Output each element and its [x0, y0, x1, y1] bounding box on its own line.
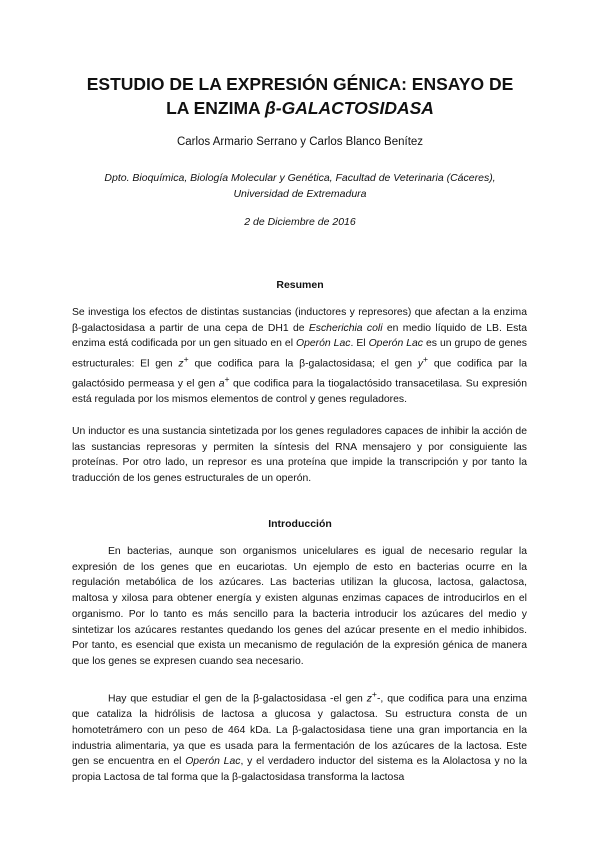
intro-p2-text-a: Hay que estudiar el gen de la β-galactosidasa -el gen — [108, 693, 367, 705]
abstract-p1-text-k: que codifica par la galactósido permeasa y el gen — [72, 358, 527, 390]
affiliation-line-1: Dpto. Bioquímica, Biología Molecular y Genética, Facultad de Veterinaria (Cáceres), — [104, 172, 496, 184]
publication-date: 2 de Diciembre de 2016 — [244, 216, 356, 228]
abstract-paragraph-1 — [72, 305, 527, 408]
affiliation-line-2: Universidad de Extremadura — [233, 188, 367, 200]
abstract-p1-text-e: . El — [350, 338, 369, 350]
title-line-2 — [40, 96, 560, 120]
author-list: Carlos Armario Serrano y Carlos Blanco Benítez — [176, 136, 424, 148]
abstract-heading: Resumen — [276, 279, 324, 291]
gene-a-superscript: + — [224, 374, 230, 385]
introduction-paragraph-1: En bacterias, aunque son organismos unicelulares es igual de necesario regular la expresión de los genes que en eucariotas. Un ejemplo de esto en bacterias ocurre en la regulación metabólica de los azúcares. Las bacterias utilizan la glucosa, lactosa, galactosa, maltosa y xilosa para obtener energía y existen algunas enzimas capaces de introducirlos en el organismo. Por lo tanto es más sencillo para la bacteria introducir los azúcares del medio y sintetizar los azúcares restantes quedando los genes del azúcar presente en el medio inhibidos. Por tanto, es esencial que exista un mecanismo de regulación de la expresión génica de manera que los genes se expresen cuando sea necesario. — [72, 546, 527, 667]
affiliation — [40, 170, 560, 202]
title-line-1: ESTUDIO DE LA EXPRESIÓN GÉNICA: ENSAYO DE — [86, 74, 514, 94]
intro-p2-text-e: , y el verdadero inductor del sistema es la Alolactosa y no la propia Lactosa de tal forma que la β-galactosidasa transforma la lactosa — [72, 756, 527, 783]
gene-z-superscript: + — [183, 354, 189, 365]
operon-name: Operón Lac — [368, 338, 423, 350]
operon-name: Operón Lac — [185, 756, 241, 768]
operon-name: Operón Lac — [296, 338, 351, 350]
abstract-p1-text-m: que codifica para la tiogalactósido transacetilasa. Su expresión está regulada por los mismos elementos de control y genes reguladores. — [72, 378, 527, 406]
abstract-p1-text-g: es un grupo de genes estructurales: El gen — [72, 338, 527, 370]
paper-title — [40, 72, 560, 120]
gene-z: z — [366, 693, 372, 705]
title-line-2-prefix: LA ENZIMA — [166, 98, 265, 118]
abstract-p1-text-c: en medio líquido de LB. Esta enzima está codificada por un gen situado en el — [72, 322, 528, 350]
title-enzyme-name: β-GALACTOSIDASA — [264, 98, 434, 118]
gene-y-superscript: + — [423, 354, 429, 365]
abstract-paragraph-2: Un inductor es una sustancia sintetizada por los genes reguladores capaces de inhibir la acción de las sustancias represoras y permiten la síntesis del RNA mensajero y por consiguiente las proteínas. Por otro lado, un represor es una proteína que impide la transcripción y por tanto la traducción de los genes estructurales de un operón. — [72, 426, 527, 485]
gene-z: z — [178, 358, 184, 370]
abstract-p1-text-a: Se investiga los efectos de distintas sustancias (inductores y represores) que afectan a la enzima β-galactosidasa a partir de una cepa de DH1 de — [72, 307, 527, 334]
abstract-p1-text-i: que codifica para la β-galactosidasa; el gen — [188, 358, 418, 370]
gene-a: a — [218, 378, 225, 390]
gene-z-superscript: + — [371, 689, 377, 699]
introduction-paragraph-2 — [72, 687, 527, 786]
intro-p2-text-c: -, que codifica para una enzima que cataliza la hidrólisis de lactosa a glucosa y galactosa. Su estructura consta de un homotetrámero con un peso de 464 kDa. La β-galactosidasa tiene una gran importancia en la industria alimentaria, ya que es usada para la fermentación de los azúcares de la lactosa. Este gen se encuentra en el — [72, 693, 527, 768]
introduction-heading: Introducción — [268, 518, 332, 530]
species-name: Escherichia coli — [308, 322, 383, 334]
gene-y: y — [417, 358, 424, 370]
